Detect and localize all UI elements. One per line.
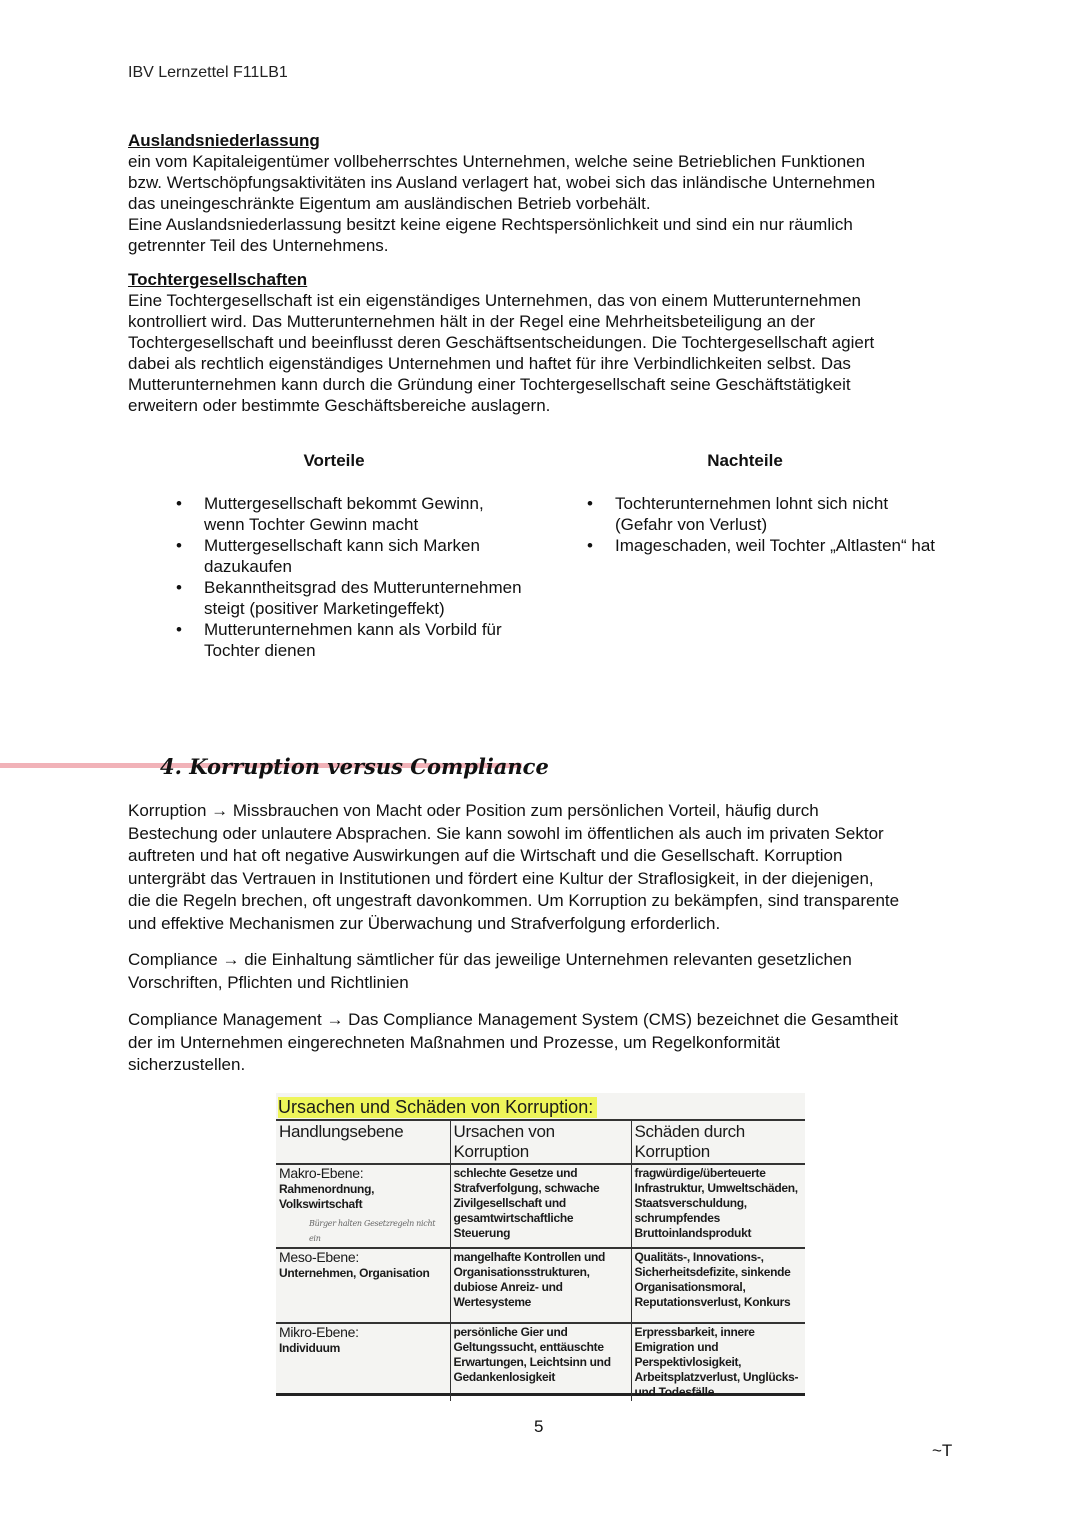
handwritten-note: Bürger halten Gesetzregeln nicht ein [309, 1219, 436, 1243]
list-item: • Muttergesellschaft bekommt Gewinn, wenn Tochter Gewinn macht [176, 493, 526, 535]
cause-cell: persönliche Gier und Geltungssucht, enttäuschte Erwartungen, Leichtsinn und Gedankenlosigkeit [450, 1323, 631, 1401]
text-line: Compliance Management → Das Compliance Management System (CMS) bezeichnet die Gesamtheit [128, 1010, 899, 1029]
text-line: Mutterunternehmen kann durch die Gründung einer Tochtergesellschaft seine Geschäftstätigkeit [128, 375, 851, 394]
compliance-paragraph [128, 949, 958, 994]
korruption-table-scan [276, 1093, 805, 1399]
text-line: Bestechung oder unlautere Absprachen. Sie kann sowohl im öffentlichen als auch im privaten Sektor [128, 823, 884, 843]
table-row [276, 1323, 805, 1401]
level-cell [276, 1248, 450, 1323]
section-title: Tochtergesellschaften [128, 270, 308, 289]
list-item: • Muttergesellschaft kann sich Marken dazukaufen [176, 535, 526, 577]
text-line: Eine Auslandsniederlassung besitzt keine eigene Rechtspersönlichkeit und sind ein nur räumlich [128, 215, 853, 234]
text-line: Eine Tochtergesellschaft ist ein eigenständiges Unternehmen, das von einem Mutterunternehmen [128, 291, 862, 310]
korruption-table [276, 1119, 805, 1401]
section-auslandsniederlassung [128, 130, 958, 256]
text-line: die die Regeln brechen, oft ungestraft davonkommen. Um Korruption zu bekämpfen, sind transparente [128, 891, 900, 910]
text-line: auftreten und hat oft negative Auswirkungen auf die Wirtschaft und die Gesellschaft. Korruption [128, 846, 843, 865]
text-line: der im Unternehmen eingerechneten Maßnahmen und Prozesse, um Regelkonformität [128, 1032, 781, 1052]
text-line: das uneingeschränkte Eigentum am ausländischen Betrieb vorbehält. [128, 194, 651, 213]
text-line: Korruption → Missbrauchen von Macht oder Position zum persönlichen Vorteil, häufig durch [128, 801, 819, 820]
vorteile-heading: Vorteile [303, 451, 365, 470]
text-line: getrennter Teil des Unternehmens. [128, 236, 389, 255]
korruption-paragraph [128, 800, 958, 935]
level-sub: Rahmenordnung, Volkswirtschaft [279, 1182, 375, 1211]
text-line: dabei als rechtlich eigenständiges Unternehmen und haftet für ihre Verbindlichkeiten selbst. Das [128, 354, 851, 373]
level-label: Makro-Ebene: [279, 1165, 364, 1181]
text-line: sicherzustellen. [128, 1055, 246, 1074]
text-line: Vorschriften, Pflichten und Richtlinien [128, 972, 409, 992]
level-label: Meso-Ebene: [279, 1249, 359, 1265]
cms-paragraph [128, 1009, 958, 1077]
level-sub: Individuum [279, 1341, 340, 1355]
text-line: kontrolliert wird. Das Mutterunternehmen hält in der Regel eine Mehrheitsbeteiligung an der [128, 312, 815, 331]
list-item: • Imageschaden, weil Tochter „Altlasten“ hat [587, 535, 937, 556]
level-sub: Unternehmen, Organisation [279, 1266, 430, 1280]
page-number: 5 [534, 1417, 544, 1436]
author-signature: ~T [932, 1441, 953, 1460]
header-cell: Schäden durch Korruption [631, 1120, 805, 1164]
nachteile-list [587, 493, 937, 556]
list-item: • Tochterunternehmen lohnt sich nicht (Gefahr von Verlust) [587, 493, 937, 535]
section-title: Auslandsniederlassung [128, 131, 320, 150]
header-cell: Ursachen von Korruption [450, 1120, 631, 1164]
table-title: Ursachen und Schäden von Korruption: [278, 1097, 597, 1118]
text-line: Tochtergesellschaft und beeinflusst deren Geschäftsentscheidungen. Die Tochtergesellschaft agiert [128, 333, 875, 352]
text-line: und effektive Mechanismen zur Überwachung und Strafverfolgung erforderlich. [128, 913, 721, 933]
header-cell: Handlungsebene [276, 1120, 450, 1164]
list-item: • Mutterunternehmen kann als Vorbild für Tochter dienen [176, 619, 526, 661]
table-row [276, 1164, 805, 1248]
nachteile-heading: Nachteile [707, 451, 783, 470]
page-header: IBV Lernzettel F11LB1 [128, 64, 288, 81]
text-line: untergräbt das Vertrauen in Institutionen und fördert eine Kultur der Straflosigkeit, in der diejenigen, [128, 868, 874, 888]
cause-cell: mangelhafte Kontrollen und Organisationsstrukturen, dubiose Anreiz- und Wertesysteme [450, 1248, 631, 1323]
damage-cell: fragwürdige/überteuerte Infrastruktur, Umweltschäden, Staatsverschuldung, schrumpfendes Bruttoinlandsprodukt [631, 1164, 805, 1248]
level-label: Mikro-Ebene: [279, 1324, 359, 1340]
table-header-row [276, 1120, 805, 1164]
damage-cell: Qualitäts-, Innovations-, Sicherheitsdefizite, sinkende Organisationsmoral, Reputationsverlust, Konkurs [631, 1248, 805, 1323]
section-4-heading: 4. Korruption versus Compliance [160, 754, 549, 779]
text-line: Compliance → die Einhaltung sämtlicher für das jeweilige Unternehmen relevanten gesetzlichen [128, 950, 852, 969]
table-row [276, 1248, 805, 1323]
level-cell [276, 1164, 450, 1248]
damage-cell: Erpressbarkeit, innere Emigration und Perspektivlosigkeit, Arbeitsplatzverlust, Unglücks- und Todesfälle [631, 1323, 805, 1401]
list-item: • Bekanntheitsgrad des Mutterunternehmen steigt (positiver Marketingeffekt) [176, 577, 526, 619]
level-cell [276, 1323, 450, 1401]
section-tochtergesellschaften [128, 269, 958, 416]
text-line: erweitern oder bestimmte Geschäftsbereiche auslagern. [128, 396, 551, 415]
cause-cell: schlechte Gesetze und Strafverfolgung, schwache Zivilgesellschaft und gesamtwirtschaftliche Steuerung [450, 1164, 631, 1248]
vorteile-list [176, 493, 526, 661]
text-line: ein vom Kapitaleigentümer vollbeherrschtes Unternehmen, welche seine Betrieblichen Funktionen [128, 152, 866, 171]
text-line: bzw. Wertschöpfungsaktivitäten ins Ausland verlagert hat, wobei sich das inländische Unternehmen [128, 173, 876, 192]
